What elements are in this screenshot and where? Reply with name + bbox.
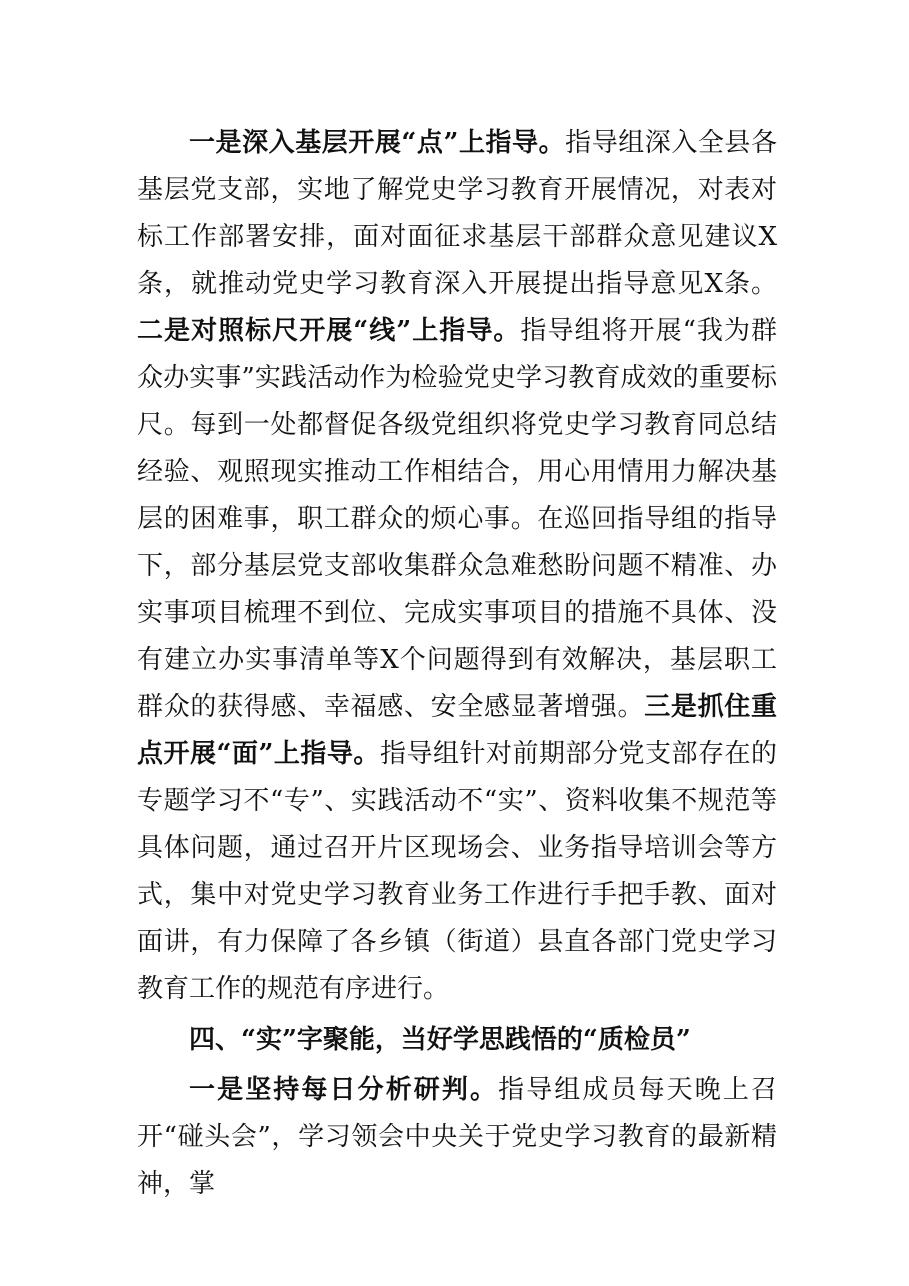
point-4-title: 一是坚持每日分析研判。 [189, 1075, 499, 1105]
point-1-title: 一是深入基层开展“点”上指导。 [189, 128, 566, 158]
point-3-title: 三是抓住重点开展“面”上指导。 [137, 692, 777, 769]
paragraph-daily-analysis [137, 1067, 777, 1208]
paragraph-guidance-work [137, 120, 777, 1013]
point-2-body: 指导组将开展“我为群众办实事”实践活动作为检验党史学习教育成效的重要标尺。每到一处都督促各级党组织将党史学习教育同总结经验、观照现实推动工作相结合，用心用情用力解决基层的困难事，职工群众的烦心事。在巡回指导组的指导下，部分基层党支部收集群众急难愁盼问题不精准、办实事项目梳理不到位、完成实事项目的措施不具体、没有建立办实事清单等X个问题得到有效解决，基层职工群众的获得感、幸福感、安全感显著增强。 [137, 316, 777, 722]
section-heading-4: 四、“实”字聚能，当好学思践悟的“质检员” [189, 1025, 691, 1055]
point-2-title: 二是对照标尺开展“线”上指导。 [137, 316, 521, 346]
point-1-body: 指导组深入全县各基层党支部，实地了解党史学习教育开展情况，对表对标工作部署安排，面对面征求基层干部群众意见建议X条，就推动党史学习教育深入开展提出指导意见X条。 [137, 128, 777, 299]
document-body [137, 120, 777, 1208]
point-4-body: 指导组成员每天晚上召开“碰头会”，学习领会中央关于党史学习教育的最新精神，掌 [137, 1075, 777, 1199]
point-3-body: 指导组针对前期部分党支部存在的专题学习不“专”、实践活动不“实”、资料收集不规范等具体问题，通过召开片区现场会、业务指导培训会等方式，集中对党史学习教育业务工作进行手把手教、面对面讲，有力保障了各乡镇（街道）县直各部门党史学习教育工作的规范有序进行。 [137, 739, 777, 1004]
